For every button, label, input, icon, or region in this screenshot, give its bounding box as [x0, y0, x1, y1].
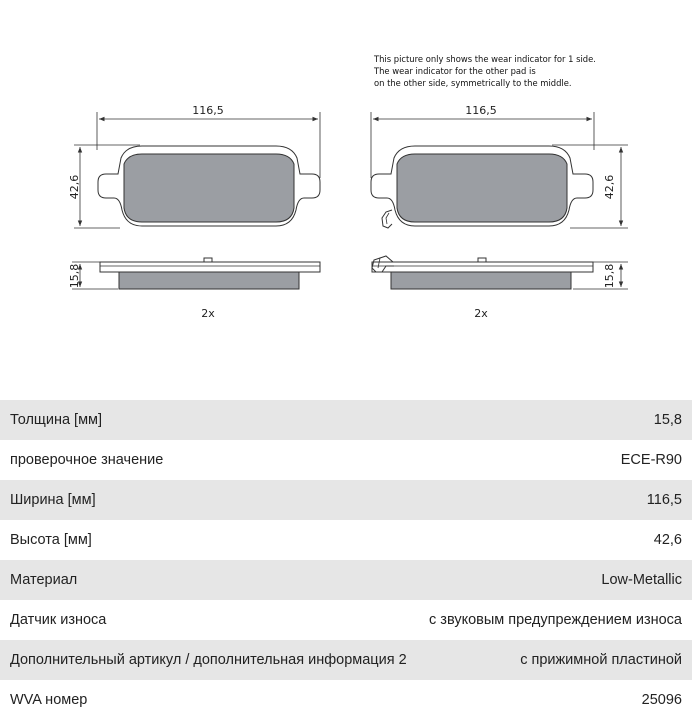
spec-value: 15,8	[653, 412, 682, 428]
spec-row-additional-info	[0, 640, 692, 680]
spec-row-material	[0, 560, 692, 600]
spec-label: WVA номер	[10, 692, 88, 708]
spec-value: 116,5	[646, 492, 682, 508]
left-quantity-label: 2x	[201, 307, 215, 320]
spec-value: с прижимной пластиной	[520, 652, 682, 668]
spec-label: проверочное значение	[10, 452, 164, 468]
right-width-label: 116,5	[465, 104, 497, 117]
spec-label: Ширина [мм]	[10, 492, 96, 508]
spec-label: Материал	[10, 572, 78, 588]
spec-value: 25096	[641, 692, 682, 708]
spec-label: Толщина [мм]	[10, 412, 103, 428]
spec-row-thickness	[0, 400, 692, 440]
right-pad-side-view	[372, 256, 628, 320]
right-pad-front-view	[371, 104, 628, 228]
spec-value: с звуковым предупреждением износа	[429, 612, 682, 628]
left-pad-front-view	[68, 104, 320, 228]
spec-label: Дополнительный артикул / дополнительная информация 2	[10, 652, 407, 668]
spec-row-wva-number	[0, 680, 692, 720]
spec-row-height	[0, 520, 692, 560]
left-width-label: 116,5	[192, 104, 224, 117]
spec-row-test-value	[0, 440, 692, 480]
spec-label: Датчик износа	[10, 612, 107, 628]
spec-row-width	[0, 480, 692, 520]
spec-label: Высота [мм]	[10, 532, 92, 548]
note-line-3: on the other side, symmetrically to the middle.	[374, 78, 572, 88]
spec-value: ECE-R90	[620, 452, 682, 468]
right-thickness-label: 15,8	[603, 263, 616, 289]
wear-indicator-note	[373, 54, 596, 88]
spec-value: Low-Metallic	[601, 572, 682, 588]
spec-row-wear-sensor	[0, 600, 692, 640]
left-pad-side-view	[68, 258, 320, 320]
right-quantity-label: 2x	[474, 307, 488, 320]
right-height-label: 42,6	[603, 174, 616, 200]
note-line-2: The wear indicator for the other pad is	[374, 66, 536, 76]
spec-value: 42,6	[653, 532, 682, 548]
left-height-label: 42,6	[68, 174, 81, 200]
specification-table	[0, 400, 692, 720]
note-line-1: This picture only shows the wear indicator for 1 side.	[374, 54, 596, 64]
left-thickness-label: 15,8	[68, 263, 81, 289]
